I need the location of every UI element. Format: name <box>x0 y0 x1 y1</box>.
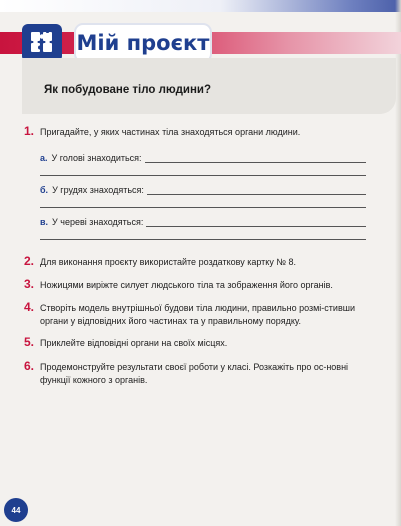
task-3 <box>24 279 380 292</box>
task-5 <box>24 337 380 350</box>
subitem-letter: б. <box>40 185 49 195</box>
task-number: 4. <box>24 300 35 314</box>
question-panel <box>22 58 396 114</box>
task-number: 3. <box>24 277 35 291</box>
subitem-letter: в. <box>40 217 49 227</box>
subitem-letter: а. <box>40 153 48 163</box>
page-title: Мій проєкт <box>76 31 210 55</box>
task-text: Пригадайте, у яких частинах тіла знаходяться органи людини. <box>40 127 301 137</box>
answer-line[interactable] <box>40 175 366 176</box>
answer-line[interactable] <box>146 219 366 227</box>
question-text: Як побудоване тіло людини? <box>44 84 212 96</box>
task-2 <box>24 256 380 269</box>
subitem-abdomen <box>40 217 366 227</box>
puzzle-icon <box>28 27 56 60</box>
task-text: Для виконання проєкту використайте роздаткову картку № 8. <box>40 257 296 267</box>
task-4 <box>24 302 380 327</box>
top-edge <box>0 0 401 12</box>
task-text: Створіть модель внутрішньої будови тіла людини, правильно розмі-стивши органи у відповідних його частинах та у правильному порядку. <box>40 303 355 326</box>
puzzle-badge <box>22 24 62 62</box>
answer-line[interactable] <box>147 187 366 195</box>
task-6 <box>24 361 380 386</box>
answer-line[interactable] <box>40 207 366 208</box>
subitem-label: У голові знаходиться: <box>51 153 142 163</box>
title-card <box>74 23 212 63</box>
answer-line[interactable] <box>145 155 366 163</box>
subitem-label: У череві знаходяться: <box>52 217 144 227</box>
task-number: 1. <box>24 124 35 138</box>
task-number: 6. <box>24 359 35 373</box>
task-text: Продемонструйте результати своєї роботи у класі. Розкажіть про ос-новні функції кожного з органів. <box>40 362 349 385</box>
answer-line[interactable] <box>40 239 366 240</box>
page-number: 44 <box>4 498 28 522</box>
task-number: 5. <box>24 335 35 349</box>
task-1 <box>24 126 380 139</box>
task-text: Ножицями виріжте силует людського тіла та зображення його органів. <box>40 280 333 290</box>
subitem-head <box>40 153 366 163</box>
subitem-label: У грудях знаходяться: <box>52 185 144 195</box>
task-text: Приклейте відповідні органи на своїх місцях. <box>40 338 228 348</box>
task-number: 2. <box>24 254 35 268</box>
subitem-chest <box>40 185 366 195</box>
